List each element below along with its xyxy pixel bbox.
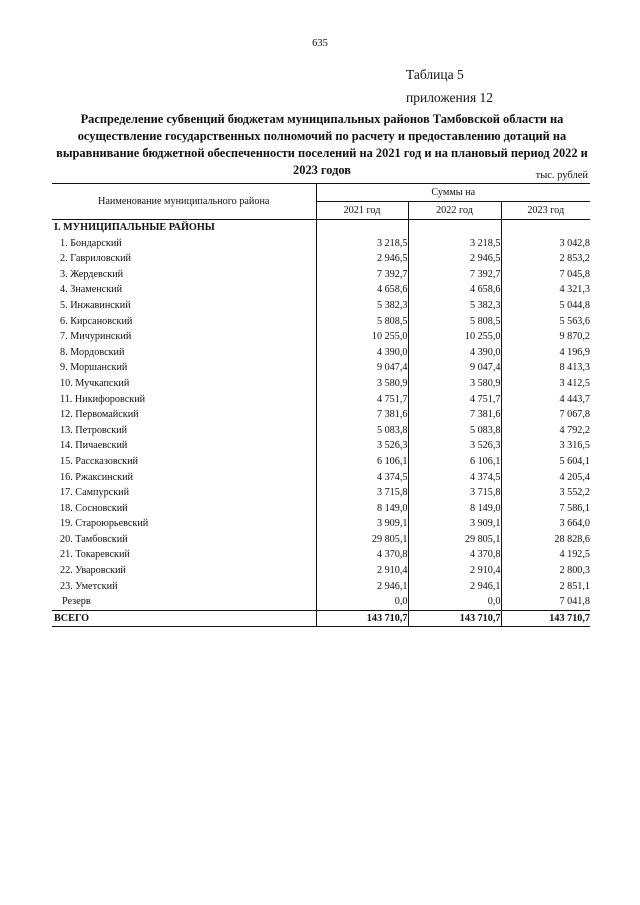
district-name: 2. Гавриловский bbox=[60, 253, 132, 265]
value-2022: 0,0 bbox=[408, 594, 501, 610]
table-row bbox=[52, 392, 590, 408]
reserve-row bbox=[52, 594, 590, 610]
table-row bbox=[52, 470, 590, 486]
value-2021: 2 946,1 bbox=[316, 579, 408, 595]
table-row bbox=[52, 438, 590, 454]
value-2023: 4 443,7 bbox=[501, 392, 590, 408]
value-2021: 2 946,5 bbox=[316, 251, 408, 267]
value-2021: 7 381,6 bbox=[316, 407, 408, 423]
district-name: 5. Инжавинский bbox=[60, 299, 131, 311]
table-row bbox=[52, 547, 590, 563]
value-2022: 3 526,3 bbox=[408, 438, 501, 454]
value-2023: 143 710,7 bbox=[501, 610, 590, 627]
value-2022: 6 106,1 bbox=[408, 454, 501, 470]
value-2021: 5 083,8 bbox=[316, 423, 408, 439]
value-2023: 3 664,0 bbox=[501, 516, 590, 532]
district-name: 20. Тамбовский bbox=[60, 533, 128, 545]
value-2022: 4 390,0 bbox=[408, 345, 501, 361]
value-2023: 5 044,8 bbox=[501, 298, 590, 314]
value-2023: 7 045,8 bbox=[501, 267, 590, 283]
table-row bbox=[52, 251, 590, 267]
value-2021: 8 149,0 bbox=[316, 501, 408, 517]
district-name: 19. Староюрьевский bbox=[60, 518, 149, 530]
value-2023: 2 800,3 bbox=[501, 563, 590, 579]
table-row bbox=[52, 282, 590, 298]
section-title: I. МУНИЦИПАЛЬНЫЕ РАЙОНЫ bbox=[54, 222, 215, 233]
table-row bbox=[52, 423, 590, 439]
value-2022: 4 751,7 bbox=[408, 392, 501, 408]
table-row bbox=[52, 345, 590, 361]
value-2021: 7 392,7 bbox=[316, 267, 408, 283]
value-2021: 29 805,1 bbox=[316, 532, 408, 548]
table-row bbox=[52, 454, 590, 470]
section-row bbox=[52, 220, 590, 236]
page-number: 635 bbox=[312, 38, 328, 49]
document-title: Распределение субвенций бюджетам муниципальных районов Тамбовской области на осуществление государственных полномочий по расчету и предоставлению дотаций на выравнивание бюджетной обеспеченности поселений на 2021 год и на плановый период 2022 и 2023 годов bbox=[56, 112, 588, 177]
district-name: 22. Уваровский bbox=[60, 565, 126, 577]
value-2023: 3 042,8 bbox=[501, 236, 590, 252]
value-2023: 9 870,2 bbox=[501, 329, 590, 345]
value-2022: 3 715,8 bbox=[408, 485, 501, 501]
value-2021: 3 580,9 bbox=[316, 376, 408, 392]
district-name: 4. Знаменский bbox=[60, 284, 123, 296]
value-2023: 4 192,5 bbox=[501, 547, 590, 563]
value-2022: 4 370,8 bbox=[408, 547, 501, 563]
value-2022: 7 381,6 bbox=[408, 407, 501, 423]
table-row bbox=[52, 376, 590, 392]
district-name: 16. Ржаксинский bbox=[60, 471, 134, 483]
value-2022: 2 910,4 bbox=[408, 563, 501, 579]
district-name: Резерв bbox=[62, 596, 91, 608]
district-name: 21. Токаревский bbox=[60, 549, 130, 561]
value-2023: 4 205,4 bbox=[501, 470, 590, 486]
value-2022: 5 808,5 bbox=[408, 314, 501, 330]
table-row bbox=[52, 516, 590, 532]
table-row bbox=[52, 298, 590, 314]
value-2022: 3 218,5 bbox=[408, 236, 501, 252]
value-2021: 4 374,5 bbox=[316, 470, 408, 486]
value-2023: 4 321,3 bbox=[501, 282, 590, 298]
district-name: 18. Сосновский bbox=[60, 502, 128, 514]
value-2021: 4 658,6 bbox=[316, 282, 408, 298]
table-row bbox=[52, 563, 590, 579]
district-name: 6. Кирсановский bbox=[60, 315, 133, 327]
district-name: 14. Пичаевский bbox=[60, 440, 128, 452]
district-name: ВСЕГО bbox=[52, 610, 316, 627]
value-2022: 4 374,5 bbox=[408, 470, 501, 486]
header-year-2022: 2022 год bbox=[408, 202, 501, 220]
value-2021: 5 808,5 bbox=[316, 314, 408, 330]
value-2023: 7 041,8 bbox=[501, 594, 590, 610]
value-2022: 2 946,5 bbox=[408, 251, 501, 267]
table-row bbox=[52, 236, 590, 252]
value-2022: 29 805,1 bbox=[408, 532, 501, 548]
district-name: 13. Петровский bbox=[60, 424, 128, 436]
district-name: 15. Рассказовский bbox=[60, 455, 139, 467]
district-name: 9. Моршанский bbox=[60, 362, 128, 374]
district-name: 10. Мучкапский bbox=[60, 377, 130, 389]
value-2023: 5 604,1 bbox=[501, 454, 590, 470]
value-2021: 0,0 bbox=[316, 594, 408, 610]
value-2021: 6 106,1 bbox=[316, 454, 408, 470]
header-amounts-group: Суммы на bbox=[316, 184, 590, 202]
table-row bbox=[52, 501, 590, 517]
units-label: тыс. рублей bbox=[535, 170, 588, 181]
district-name: 12. Первомайский bbox=[60, 409, 139, 421]
district-name: 11. Никифоровский bbox=[60, 393, 146, 405]
district-name: 1. Бондарский bbox=[60, 237, 122, 249]
value-2022: 4 658,6 bbox=[408, 282, 501, 298]
value-2023: 3 412,5 bbox=[501, 376, 590, 392]
value-2023: 8 413,3 bbox=[501, 360, 590, 376]
table-row bbox=[52, 314, 590, 330]
value-2021: 10 255,0 bbox=[316, 329, 408, 345]
header-year-2021: 2021 год bbox=[316, 202, 408, 220]
value-2022: 2 946,1 bbox=[408, 579, 501, 595]
value-2022: 9 047,4 bbox=[408, 360, 501, 376]
district-name: 23. Уметский bbox=[60, 580, 118, 592]
value-2021: 3 218,5 bbox=[316, 236, 408, 252]
table-row bbox=[52, 407, 590, 423]
value-2021: 5 382,3 bbox=[316, 298, 408, 314]
value-2021: 9 047,4 bbox=[316, 360, 408, 376]
value-2022: 5 382,3 bbox=[408, 298, 501, 314]
value-2023: 7 067,8 bbox=[501, 407, 590, 423]
value-2023: 28 828,6 bbox=[501, 532, 590, 548]
header-year-2023: 2023 год bbox=[501, 202, 590, 220]
value-2023: 2 853,2 bbox=[501, 251, 590, 267]
value-2023: 3 552,2 bbox=[501, 485, 590, 501]
value-2023: 2 851,1 bbox=[501, 579, 590, 595]
value-2021: 143 710,7 bbox=[316, 610, 408, 627]
table-row bbox=[52, 267, 590, 283]
table-row bbox=[52, 579, 590, 595]
value-2021: 3 715,8 bbox=[316, 485, 408, 501]
district-name: 3. Жердевский bbox=[60, 268, 124, 280]
district-name: 7. Мичуринский bbox=[60, 331, 132, 343]
value-2023: 3 316,5 bbox=[501, 438, 590, 454]
value-2022: 5 083,8 bbox=[408, 423, 501, 439]
district-name: 17. Сампурский bbox=[60, 487, 130, 499]
value-2021: 3 526,3 bbox=[316, 438, 408, 454]
district-name: 8. Мордовский bbox=[60, 346, 125, 358]
value-2023: 7 586,1 bbox=[501, 501, 590, 517]
value-2023: 4 196,9 bbox=[501, 345, 590, 361]
table-row bbox=[52, 485, 590, 501]
table-row bbox=[52, 360, 590, 376]
value-2022: 7 392,7 bbox=[408, 267, 501, 283]
value-2021: 2 910,4 bbox=[316, 563, 408, 579]
value-2023: 5 563,6 bbox=[501, 314, 590, 330]
header-district-name: Наименование муниципального района bbox=[52, 184, 316, 220]
value-2021: 4 370,8 bbox=[316, 547, 408, 563]
total-row bbox=[52, 610, 590, 627]
value-2023: 4 792,2 bbox=[501, 423, 590, 439]
value-2021: 3 909,1 bbox=[316, 516, 408, 532]
subventions-table bbox=[52, 183, 590, 627]
value-2021: 4 751,7 bbox=[316, 392, 408, 408]
appendix-label: приложения 12 bbox=[406, 90, 494, 105]
value-2022: 3 580,9 bbox=[408, 376, 501, 392]
value-2022: 3 909,1 bbox=[408, 516, 501, 532]
value-2022: 143 710,7 bbox=[408, 610, 501, 627]
table-label: Таблица 5 bbox=[406, 67, 464, 82]
value-2021: 4 390,0 bbox=[316, 345, 408, 361]
value-2022: 10 255,0 bbox=[408, 329, 501, 345]
table-row bbox=[52, 329, 590, 345]
value-2022: 8 149,0 bbox=[408, 501, 501, 517]
table-row bbox=[52, 532, 590, 548]
